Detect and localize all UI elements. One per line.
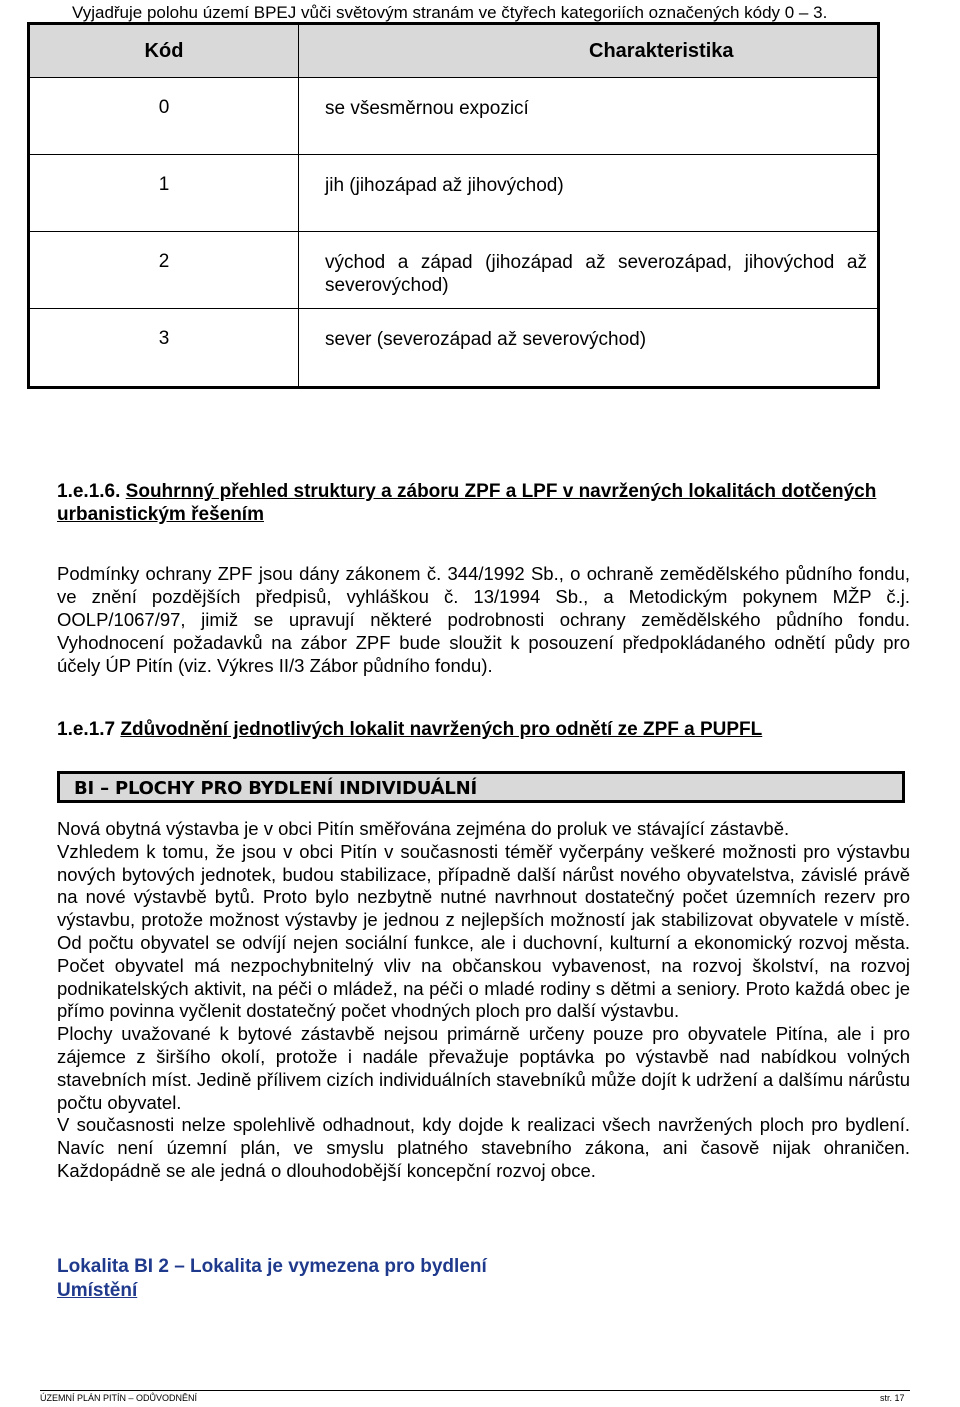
table-row (29, 155, 879, 232)
section-title: Souhrnný přehled struktury a záboru ZPF a LPF v navržených lokalitách dotčených urbanistickým řešením (57, 481, 877, 525)
footer-page-number: str. 17 (880, 1393, 905, 1403)
bi-category-box (57, 771, 905, 803)
paragraph: Nová obytná výstavba je v obci Pitín směřována zejména do proluk ve stávající zástavbě. (57, 818, 790, 839)
table-row (29, 232, 879, 309)
table-cell-desc: jih (jihozápad až jihovýchod) (299, 155, 879, 232)
zpf-protection-paragraph: Podmínky ochrany ZPF jsou dány zákonem č. 344/1992 Sb., o ochraně zemědělského půdního fondu, ve znění pozdějších předpisů, vyhláškou č. 13/1994 Sb., a Metodickým pokynem MŽP č.j. OOLP/1067/97, jimiž se upravují některé podrobnosti ochrany zemědělského půdního fondu. Vyhodnocení požadavků na zábor ZPF bude sloužit k posouzení předpokládaného odnětí půdy pro účely ÚP Pitín (viz. Výkres II/3 Zábor půdního fondu). (57, 563, 910, 676)
section-title: Zdůvodnění jednotlivých lokalit navržených pro odnětí ze ZPF a PUPFL (120, 719, 763, 740)
bi-category-title: BI – PLOCHY PRO BYDLENÍ INDIVIDUÁLNÍ (74, 778, 477, 799)
lokalita-title: Lokalita BI 2 – Lokalita je vymezena pro bydlení (57, 1256, 487, 1277)
table-header-row (29, 24, 879, 78)
exposure-codes-table (27, 22, 880, 389)
section-number: 1.e.1.6. (57, 481, 121, 502)
paragraph: V současnosti nelze spolehlivě odhadnout, kdy dojde k realizaci všech navržených ploch pro bydlení. Navíc není územní plán, ve smyslu platného stavebního zákona, ani časově nijak ohraničen. Každopádně se ale jedná o dlouhodobější koncepční rozvoj obce. (57, 1114, 910, 1181)
table-cell-desc: se všesměrnou expozicí (299, 78, 879, 155)
lokalita-heading (57, 1255, 487, 1303)
lokalita-subtitle: Umístění (57, 1280, 138, 1301)
section-heading-1e17 (57, 718, 762, 741)
paragraph: Vzhledem k tomu, že jsou v obci Pitín v současnosti téměř vyčerpány veškeré možnosti pro výstavbu nových bytových jednotek, budou stabilizace, případně další nárůst nového obyvatelstva, závislé právě na nové výstavbě bytů. Proto bylo nezbytně nutné navrhnout dostatečný počet územních rezerv pro výstavbu, protože možnost výstavby je jednou z nejlepších možností jak stabilizovat obyvatele v místě. Od počtu obyvatel se odvíjí nejen sociální funkce, ale i duchovní, kulturní a ekonomický rozvoj města. Počet obyvatel má nezpochybnitelný vliv na občanskou vybavenost, na rozvoj školství, na rozvoj podnikatelských aktivit, na péči o mládež, na péči o mladé rodiny s dětmi a seniory. Proto každá obec je přímo povinna vyčlenit dostatečný počet vhodných ploch pro další výstavbu. (57, 840, 910, 1022)
section-number: 1.e.1.7 (57, 719, 116, 740)
table-cell-code: 1 (29, 155, 299, 232)
footer-document-title: ÚZEMNÍ PLÁN PITÍN – ODŮVODNĚNÍ (40, 1393, 198, 1403)
table-cell-code: 2 (29, 232, 299, 309)
table-cell-desc: sever (severozápad až severovýchod) (299, 309, 879, 388)
column-header-code: Kód (29, 24, 299, 78)
table-row (29, 309, 879, 388)
table-row (29, 78, 879, 155)
table-cell-code: 3 (29, 309, 299, 388)
footer-divider (40, 1390, 910, 1391)
paragraph: Plochy uvažované k bytové zástavbě nejsou primárně určeny pouze pro obyvatele Pitína, ale i pro zájemce z širšího okolí, protože i nadále převažuje poptávka po výstavbě nad nabídkou volných stavebních míst. Jedině přílivem cizích individuálních stavebníků může dojít k udržení a dalšímu nárůstu počtu obyvatel. (57, 1023, 910, 1113)
section-heading-1e16 (57, 480, 912, 526)
intro-text: Vyjadřuje polohu území BPEJ vůči světovým stranám ve čtyřech kategoriích označených kódy 0 – 3. (72, 3, 828, 22)
housing-justification-text (57, 818, 910, 1183)
table-cell-code: 0 (29, 78, 299, 155)
column-header-characteristic: Charakteristika (299, 24, 879, 78)
table-cell-desc: východ a západ (jihozápad až severozápad, jihovýchod až severovýchod) (299, 232, 879, 309)
